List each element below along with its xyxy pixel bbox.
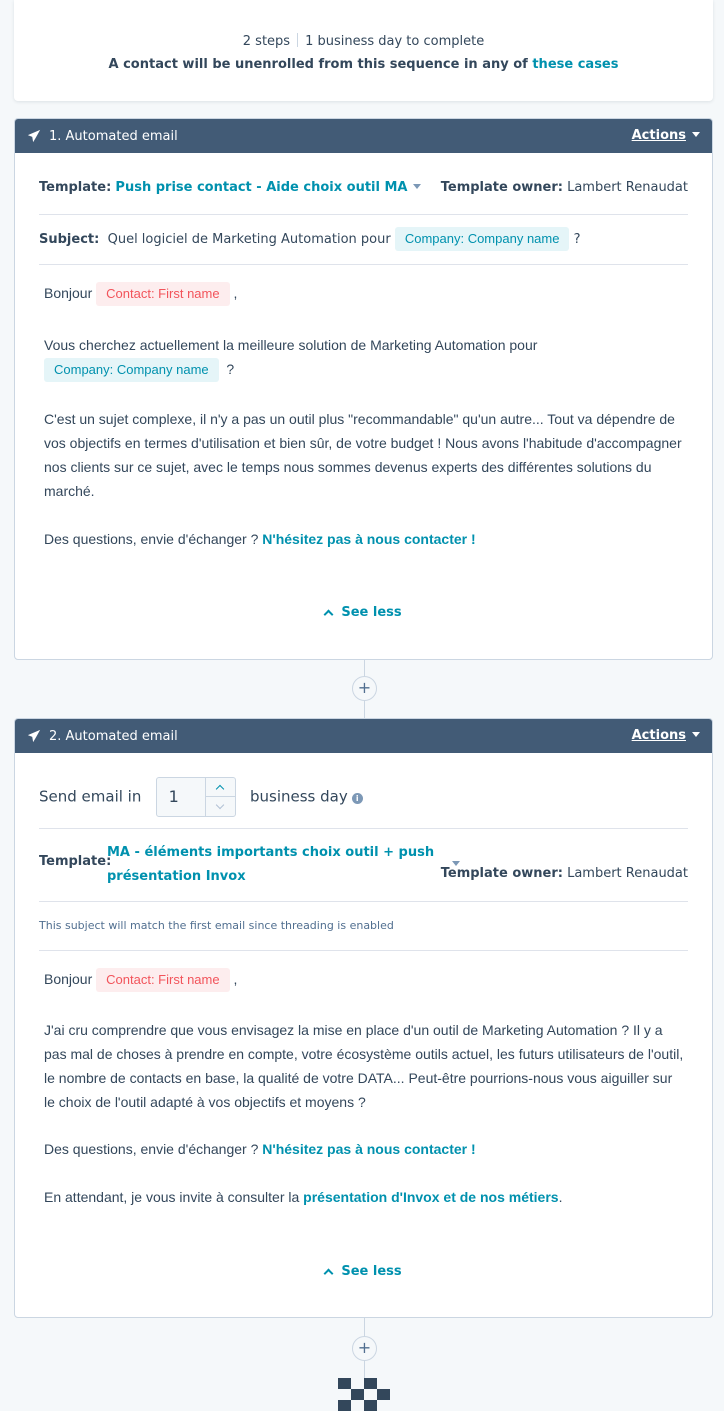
step-card-2 [14,718,713,1318]
body-p2: Des questions, envie d'échanger ? [44,1141,259,1157]
step-header-1 [15,119,712,153]
add-step-button-2[interactable]: + [352,1336,377,1361]
caret-down-icon [692,732,700,737]
template-owner-1 [441,180,688,195]
subject-row-1 [39,227,688,251]
delay-unit: business day [249,787,348,806]
steps-count: 2 steps [242,34,291,49]
sequence-summary [14,0,713,101]
owner-name: Lambert Renaudat [567,180,688,195]
actions-label: Actions [631,728,686,743]
separator [297,33,298,47]
delay-value: 1 [168,787,179,806]
contact-us-link[interactable]: N'hésitez pas à nous contacter ! [262,1141,476,1157]
contact-us-link[interactable]: N'hésitez pas à nous contacter ! [262,531,476,547]
template-select-1[interactable] [115,180,421,195]
body-p2-line4: marché. [44,483,95,499]
paper-plane-icon [27,129,41,143]
subject-label: Subject: [39,232,100,247]
template-label: Template: [39,854,112,869]
send-delay-row [39,777,688,817]
divider [39,901,688,902]
step-title-1: 1. Automated email [49,128,178,144]
greeting: Bonjour [44,971,93,987]
see-less-button-1[interactable] [15,605,712,620]
body-p3: En attendant, je vous invite à consulter la [44,1189,300,1205]
caret-down-icon [413,184,421,189]
actions-dropdown-2[interactable] [632,728,700,743]
end-marker-checker [338,1378,390,1411]
chevron-up-icon [324,610,334,620]
delay-stepper[interactable] [156,777,236,817]
email-body-1 [44,281,688,581]
caret-down-icon [692,132,700,137]
divider [39,828,688,829]
unenroll-cases-link[interactable]: these cases [532,57,619,72]
chevron-up-icon [216,784,224,792]
actions-label: Actions [631,128,686,143]
add-step-button-1[interactable]: + [352,676,377,701]
summary-line [14,33,713,49]
first-name-token: Contact: First name [96,968,229,992]
info-icon[interactable]: i [352,793,363,804]
owner-name: Lambert Renaudat [567,866,688,881]
step-card-1 [14,118,713,660]
step-title-2: 2. Automated email [49,728,178,744]
decrement-button[interactable] [206,797,235,816]
template-select-2[interactable] [107,841,434,889]
see-less-button-2[interactable] [15,1264,712,1279]
template-row-1 [39,180,688,195]
body-p1-line1: J'ai cru comprendre que vous envisagez la mise en place d'un outil de Marketing Automation ? Il y a [44,1022,663,1038]
body-p1-line4: le choix de l'outil adapté à vos objectifs et moyens ? [44,1094,366,1110]
presentation-link[interactable]: présentation d'Invox et de nos métiers [303,1189,559,1205]
actions-dropdown-1[interactable] [632,128,700,143]
body-p2-line1: C'est un sujet complexe, il n'y a pas un outil plus "recommandable" qu'un autre... Tout va dépendre de [44,411,675,427]
p1-end: ? [226,361,235,377]
template-name: Push prise contact - Aide choix outil MA [115,180,408,195]
chevron-up-icon [324,1269,334,1279]
subject-text: Quel logiciel de Marketing Automation pour [107,232,391,247]
owner-label: Template owner: [440,866,563,881]
greeting-end: , [233,285,238,301]
unenroll-text: A contact will be unenrolled from this sequence in any of [108,57,528,72]
p3-end: . [558,1189,563,1205]
template-row-2 [39,841,688,887]
increment-button[interactable] [206,778,235,797]
first-name-token: Contact: First name [96,282,229,306]
see-less-label: See less [341,1264,402,1279]
company-name-token: Company: Company name [395,227,570,251]
template-label: Template: [39,180,112,195]
template-owner-2 [441,866,688,881]
owner-label: Template owner: [440,180,563,195]
divider [39,950,688,951]
body-p1-line2: pas mal de choses à prendre en compte, votre écosystème outils actuel, les futurs utilisateurs de l'outil, [44,1046,684,1062]
body-p2-line2: vos objectifs en termes d'utilisation et bien sûr, de votre budget ! Nous avons l'habitude d'accompagner [44,435,682,451]
body-p2-line3: nos clients sur ce sujet, avec le temps nous sommes devenus experts des différentes solutions du [44,459,652,475]
body-p3: Des questions, envie d'échanger ? [44,531,259,547]
template-name-line1: MA - éléments importants choix outil + push [107,845,435,860]
threading-note: This subject will match the first email since threading is enabled [39,919,394,932]
divider [39,264,688,265]
send-email-label: Send email in [39,787,142,806]
subject-end: ? [573,232,581,247]
stepper-buttons [205,778,235,816]
step-header-2 [15,719,712,753]
divider [39,214,688,215]
duration: 1 business day to complete [305,34,485,49]
body-p1-line3: le nombre de contacts en base, la qualité de votre DATA... Peut-être pourrions-nous vous aiguiller sur [44,1070,673,1086]
greeting-end: , [233,971,238,987]
email-body-2 [44,967,688,1227]
see-less-label: See less [341,605,402,620]
greeting: Bonjour [44,285,93,301]
chevron-down-icon [216,801,224,809]
template-name-line2: présentation Invox [107,869,246,884]
unenroll-note [14,57,713,72]
company-name-token: Company: Company name [44,358,219,382]
paper-plane-icon [27,729,41,743]
body-p1: Vous cherchez actuellement la meilleure solution de Marketing Automation pour [44,337,538,353]
